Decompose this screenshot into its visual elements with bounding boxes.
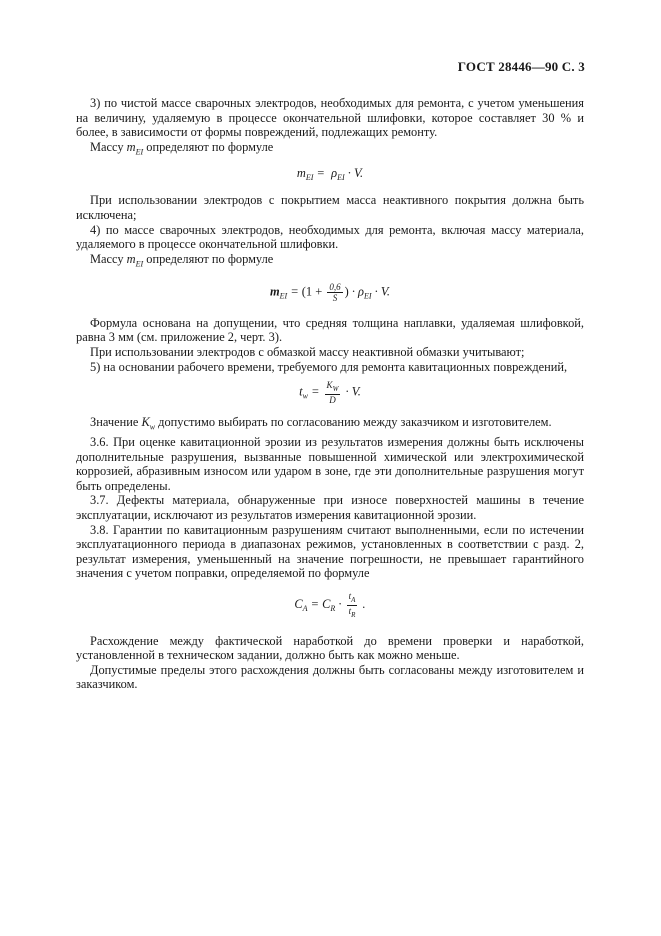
equals-sign: =	[290, 284, 299, 299]
paragraph-difference: Расхождение между фактической наработкой до времени проверки и наработкой, установленной в техническом задании, должно быть как можно меньше.	[76, 633, 584, 663]
text: допустимо выбирать по согласованию между заказчиком и изготовителем.	[155, 414, 552, 429]
symbol-t: t	[348, 590, 352, 601]
paragraph-3-7: 3.7. Дефекты материала, обнаруженные при износе поверхностей машины в течение эксплуатации, исключают из результатов измерения кавитационной эрозии.	[76, 493, 584, 523]
formula-3: $t_w$ = $\frac{K_W}{D}$ · V.	[299, 380, 361, 405]
close-paren: )	[344, 284, 349, 299]
subscript-w: W	[332, 384, 339, 393]
subscript-a: A	[302, 604, 308, 614]
fraction-ta-tr	[347, 591, 358, 620]
document-body	[76, 96, 584, 692]
symbol-m: m	[126, 251, 136, 266]
symbol-m: m	[296, 165, 306, 180]
fraction-denominator	[325, 395, 341, 405]
symbol-m: m	[126, 139, 136, 154]
paragraph-item-4: 4) по массе сварочных электродов, необходимых для ремонта, включая массу материала, удаляемого в процессе окончательной шлифовки.	[76, 222, 584, 252]
symbol-c: C	[294, 597, 303, 612]
subscript-w: w	[302, 391, 308, 401]
fraction-numerator: 0,6	[329, 281, 341, 292]
dot-operator: ·	[338, 597, 342, 612]
paragraph-3-6: 3.6. При оценке кавитационной эрозии из результатов измерения должны быть исключены дополнительные разрушения, вызванные повышенной химической или электрохимической коррозией, абразивным износом или ударом в зоне, где эти дополнительные разрушения могут быть определены.	[76, 435, 584, 493]
fraction-numerator	[347, 591, 358, 606]
equals-sign: =	[311, 384, 320, 399]
paragraph-kw	[76, 415, 584, 435]
paragraph-limits: Допустимые пределы этого расхождения должны быть согласованы между изготовителем и заказчиком.	[76, 662, 584, 692]
paragraph-coating: При использовании электродов с покрытием масса неактивного покрытия должна быть исключена;	[76, 193, 584, 223]
symbol-d: D	[329, 394, 336, 405]
subscript-ei: EI	[364, 291, 372, 301]
equals-sign: =	[310, 597, 320, 612]
symbol-v: V	[351, 384, 358, 399]
dot-operator: ·	[351, 284, 355, 299]
paragraph-mass-formula-intro-1	[76, 140, 584, 160]
paragraph-3-8: 3.8. Гарантии по кавитационным разрушениям считают выполненными, если по истечении эксплуатационного периода в диапазонах режимов, установленных в соответствии с разд. 2, результат измерения, уменьшенный на значение погрешности, не превышает гарантийного значения с учетом поправки, определяемой по формуле	[76, 522, 584, 581]
one-plus: (1 +	[301, 284, 323, 299]
dot-operator: ·	[345, 384, 349, 399]
symbol-t: t	[299, 384, 303, 399]
symbol-c: C	[322, 597, 331, 612]
text: определяют по формуле	[143, 251, 274, 266]
subscript-ei: EI	[337, 172, 345, 182]
subscript-ei: EI	[279, 291, 288, 301]
symbol-rho: ρ	[331, 165, 338, 180]
subscript-ei: EI	[305, 172, 314, 182]
subscript-ei: EI	[135, 147, 144, 157]
fraction-denominator: S	[332, 292, 338, 303]
dot-operator: ·	[347, 165, 351, 180]
subscript-ei: EI	[135, 259, 144, 269]
paragraph-mass-formula-intro-2	[76, 252, 584, 272]
subscript-r: R	[330, 604, 336, 614]
subscript-a: A	[351, 595, 356, 604]
subscript-w: w	[149, 422, 156, 432]
dot-operator: ·	[374, 284, 378, 299]
text: Массу	[90, 139, 127, 154]
text: Массу	[90, 251, 127, 266]
formula-1: $m_{EI} = \rho_{EI} \cdot V$.	[296, 165, 364, 182]
paragraph-item-3: 3) по чистой массе сварочных электродов, необходимых для ремонта, с учетом уменьшения на величину, удаляемую в процессе окончательной шлифовки, которое составляет 30 % и более, в зависимости от формы повреждений, подлежащих ремонту.	[76, 96, 584, 140]
fraction-06-s	[327, 282, 342, 303]
fraction-numerator	[325, 380, 341, 395]
fraction-denominator	[347, 606, 358, 620]
formula-2: $m_{EI} = (1$ + $\frac{0,6}{S}$ ) · $\rho_{EI} \cdot V$.	[270, 281, 390, 303]
text: определяют по формуле	[143, 139, 274, 154]
text: Значение	[90, 414, 142, 429]
fraction-kw-d	[325, 380, 341, 405]
symbol-rho: ρ	[358, 284, 364, 299]
paragraph-coating-2: При использовании электродов с обмазкой массу неактивной обмазки учитывают;	[90, 345, 525, 359]
equals-sign: =	[316, 165, 325, 180]
symbol-k: K	[326, 380, 333, 391]
symbol-m: m	[270, 284, 280, 299]
symbol-k: K	[141, 414, 150, 429]
symbol-v: V	[353, 165, 360, 180]
formula-4: $C_A = C_R$ · $\frac{t_A}{t_R}$ .	[294, 590, 366, 619]
paragraph-basis: Формула основана на допущении, что средняя толщина наплавки, удаляемая шлифовкой, равна 3 мм (см. приложение 2, черт. 3).	[76, 315, 584, 345]
symbol-t: t	[348, 605, 352, 616]
symbol-v: V	[380, 284, 387, 299]
paragraph-item-5: 5) на основании рабочего времени, требуемого для ремонта кавитационных повреждений,	[90, 359, 568, 374]
subscript-r: R	[351, 610, 356, 619]
page-header: ГОСТ 28446—90 С. 3	[457, 59, 585, 74]
